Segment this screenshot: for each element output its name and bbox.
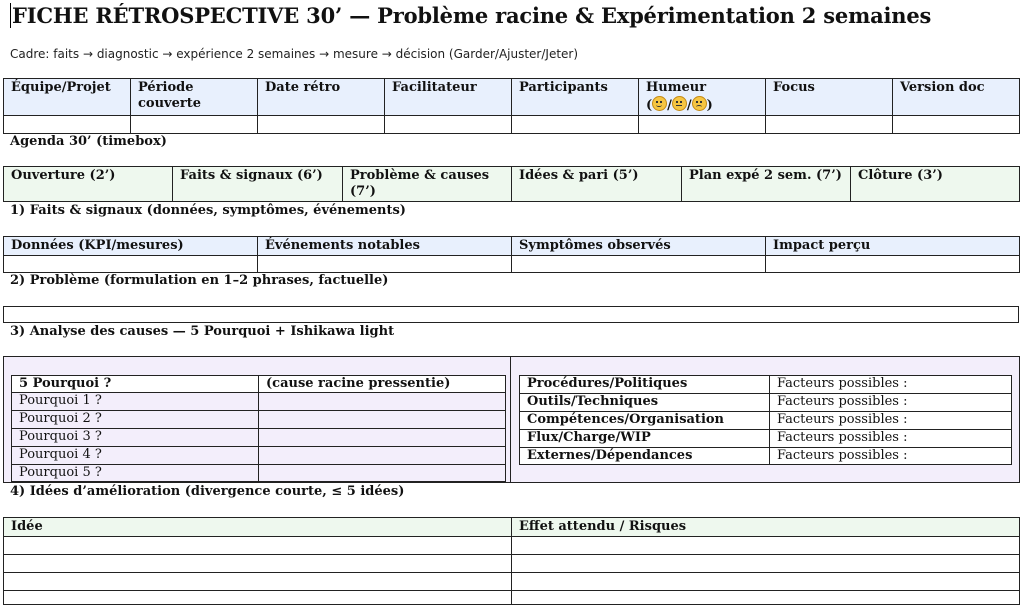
idea-row-4[interactable] [4,591,512,605]
five-whys-table [11,375,506,482]
why-3-answer[interactable] [259,429,506,447]
neutral-face-icon [672,96,687,111]
five-whys-header: 5 Pourquoi ? [12,376,259,393]
section3-heading: 3) Analyse des causes — 5 Pourquoi + Ishikawa light [10,324,395,339]
ishikawa-factors-tools[interactable]: Facteurs possibles : [770,394,1012,412]
facts-header-events: Événements notables [258,237,512,256]
info-header-date: Date rétro [258,79,385,116]
sad-face-icon [692,96,707,111]
info-header-mood [639,79,766,116]
effect-row-1[interactable] [512,537,1020,555]
facts-cell-impact[interactable] [766,256,1020,273]
agenda-item-plan: Plan expé 2 sem. (7’) [682,167,851,202]
why-5-answer[interactable] [259,465,506,482]
ideas-header-idea: Idée [4,518,512,537]
info-header-team: Équipe/Projet [4,79,131,116]
ishikawa-factors-flow[interactable]: Facteurs possibles : [770,430,1012,448]
why-1-label: Pourquoi 1 ? [12,393,259,411]
facts-table [3,236,1020,273]
idea-row-2[interactable] [4,555,512,573]
section2-heading: 2) Problème (formulation en 1–2 phrases, factuelle) [10,273,389,288]
idea-row-3[interactable] [4,573,512,591]
section1-heading: 1) Faits & signaux (données, symptômes, événements) [10,203,406,218]
ishikawa-category-skills: Compétences/Organisation [520,412,770,430]
document-title-text: FICHE RÉTROSPECTIVE 30’ — Problème racine & Expérimentation 2 semaines [12,3,932,28]
why-5-label: Pourquoi 5 ? [12,465,259,482]
ishikawa-factors-external[interactable]: Facteurs possibles : [770,448,1012,465]
mood-sep-2: / [686,98,692,113]
why-2-label: Pourquoi 2 ? [12,411,259,429]
problem-table [3,306,1019,323]
idea-row-1[interactable] [4,537,512,555]
document-subtitle: Cadre: faits → diagnostic → expérience 2 semaines → mesure → décision (Garder/Ajuster/Jeter) [10,47,579,61]
info-cell-version[interactable] [893,116,1020,134]
why-4-answer[interactable] [259,447,506,465]
ishikawa-factors-procedures[interactable]: Facteurs possibles : [770,376,1012,394]
mood-sep-1: / [667,98,672,113]
info-cell-facilitator[interactable] [385,116,512,134]
info-header-participants: Participants [512,79,639,116]
info-cell-date[interactable] [258,116,385,134]
five-whys-panel [3,356,512,483]
ishikawa-factors-skills[interactable]: Facteurs possibles : [770,412,1012,430]
ishikawa-category-tools: Outils/Techniques [520,394,770,412]
ishikawa-category-procedures: Procédures/Politiques [520,376,770,394]
info-header-period: Période couverte [131,79,258,116]
info-table [3,78,1020,134]
ideas-table [3,517,1020,605]
why-3-label: Pourquoi 3 ? [12,429,259,447]
ideas-header-effect: Effet attendu / Risques [512,518,1020,537]
why-1-answer[interactable] [259,393,506,411]
info-header-focus: Focus [766,79,893,116]
agenda-item-problem: Problème & causes (7’) [343,167,512,202]
agenda-table [3,166,1020,202]
why-4-label: Pourquoi 4 ? [12,447,259,465]
info-cell-focus[interactable] [766,116,893,134]
effect-row-3[interactable] [512,573,1020,591]
agenda-item-opening: Ouverture (2’) [4,167,173,202]
agenda-item-facts: Faits & signaux (6’) [173,167,343,202]
facts-header-data: Données (KPI/mesures) [4,237,258,256]
facts-cell-symptoms[interactable] [512,256,766,273]
effect-row-2[interactable] [512,555,1020,573]
facts-cell-events[interactable] [258,256,512,273]
ishikawa-category-external: Externes/Dépendances [520,448,770,465]
text-cursor [10,3,11,28]
why-2-answer[interactable] [259,411,506,429]
root-cause-header: (cause racine pressentie) [259,376,506,393]
problem-statement-cell[interactable] [4,307,1019,323]
ishikawa-category-flow: Flux/Charge/WIP [520,430,770,448]
info-cell-team[interactable] [4,116,131,134]
agenda-heading: Agenda 30’ (timebox) [10,134,167,149]
agenda-item-closing: Clôture (3’) [851,167,1020,202]
facts-cell-data[interactable] [4,256,258,273]
facts-header-impact: Impact perçu [766,237,1020,256]
effect-row-4[interactable] [512,591,1020,605]
info-header-facilitator: Facilitateur [385,79,512,116]
ishikawa-panel [510,356,1020,483]
info-cell-participants[interactable] [512,116,639,134]
section4-heading: 4) Idées d’amélioration (divergence courte, ≤ 5 idées) [10,484,405,499]
mood-close: ) [706,98,713,113]
ishikawa-table [519,375,1012,465]
facts-header-symptoms: Symptômes observés [512,237,766,256]
info-header-version: Version doc [893,79,1020,116]
document-title [10,3,931,28]
mood-label: Humeur [646,80,707,95]
happy-face-icon [652,96,667,111]
info-cell-period[interactable] [131,116,258,134]
info-cell-mood[interactable] [639,116,766,134]
agenda-item-ideas: Idées & pari (5’) [512,167,682,202]
mood-open: ( [646,98,653,113]
